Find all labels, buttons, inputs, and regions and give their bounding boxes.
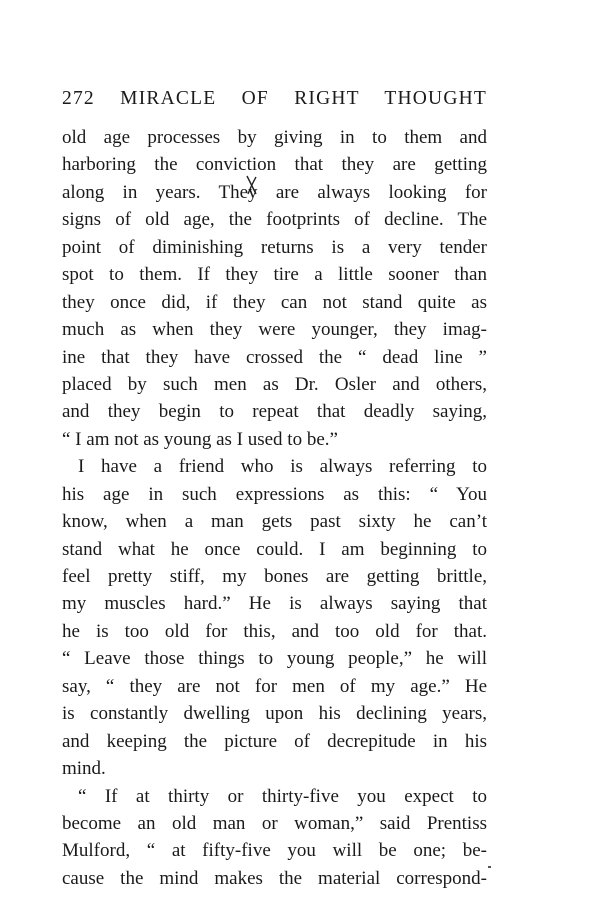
text-line: Mulford, “ at fifty-five you will be one; be-: [62, 840, 487, 862]
text-line: much as when they were younger, they imag-: [62, 319, 487, 341]
text-line: harboring the conviction that they are getting: [62, 154, 487, 176]
text-line: they once did, if they can not stand quite as: [62, 291, 487, 313]
text-line: stand what he once could. I am beginning to: [62, 538, 487, 560]
text-line: cause the mind makes the material correspond-: [62, 867, 487, 889]
text-line: ine that they have crossed the “ dead line ”: [62, 346, 487, 368]
text-line: is constantly dwelling upon his declining years,: [62, 703, 487, 725]
page-number: 272: [62, 88, 95, 109]
scan-speck: [488, 866, 491, 868]
body-text: [62, 124, 487, 892]
text-line: say, “ they are not for men of my age.” He: [62, 675, 487, 697]
text-line: my muscles hard.” He is always saying that: [62, 593, 487, 615]
text-line: his age in such expressions as this: “ You: [62, 483, 487, 505]
text-line: he is too old for this, and too old for that.: [62, 620, 487, 642]
text-line: know, when a man gets past sixty he can’t: [62, 511, 487, 533]
text-line: “ If at thirty or thirty-five you expect to: [78, 785, 487, 807]
text-line: and keeping the picture of decrepitude in his: [62, 730, 487, 752]
text-line: “ Leave those things to young people,” he will: [62, 648, 487, 670]
text-line: mind.: [62, 758, 106, 780]
text-line: I have a friend who is always referring to: [78, 456, 487, 478]
text-line: “ I am not as young as I used to be.”: [62, 428, 338, 450]
running-header: [62, 88, 487, 110]
text-line: along in years. They are always looking for: [62, 181, 487, 203]
text-line: feel pretty stiff, my bones are getting brittle,: [62, 566, 487, 587]
text-line: old age processes by giving in to them and: [62, 127, 487, 148]
text-line: and they begin to repeat that deadly saying,: [62, 401, 487, 423]
text-line: point of diminishing returns is a very tender: [62, 236, 487, 258]
text-line: placed by such men as Dr. Osler and others,: [62, 373, 487, 395]
text-line: signs of old age, the footprints of decline. The: [62, 209, 487, 231]
text-line: spot to them. If they tire a little sooner than: [62, 264, 487, 286]
running-title: MIRACLE OF RIGHT THOUGHT: [120, 88, 487, 109]
text-line: become an old man or woman,” said Prentiss: [62, 812, 487, 834]
